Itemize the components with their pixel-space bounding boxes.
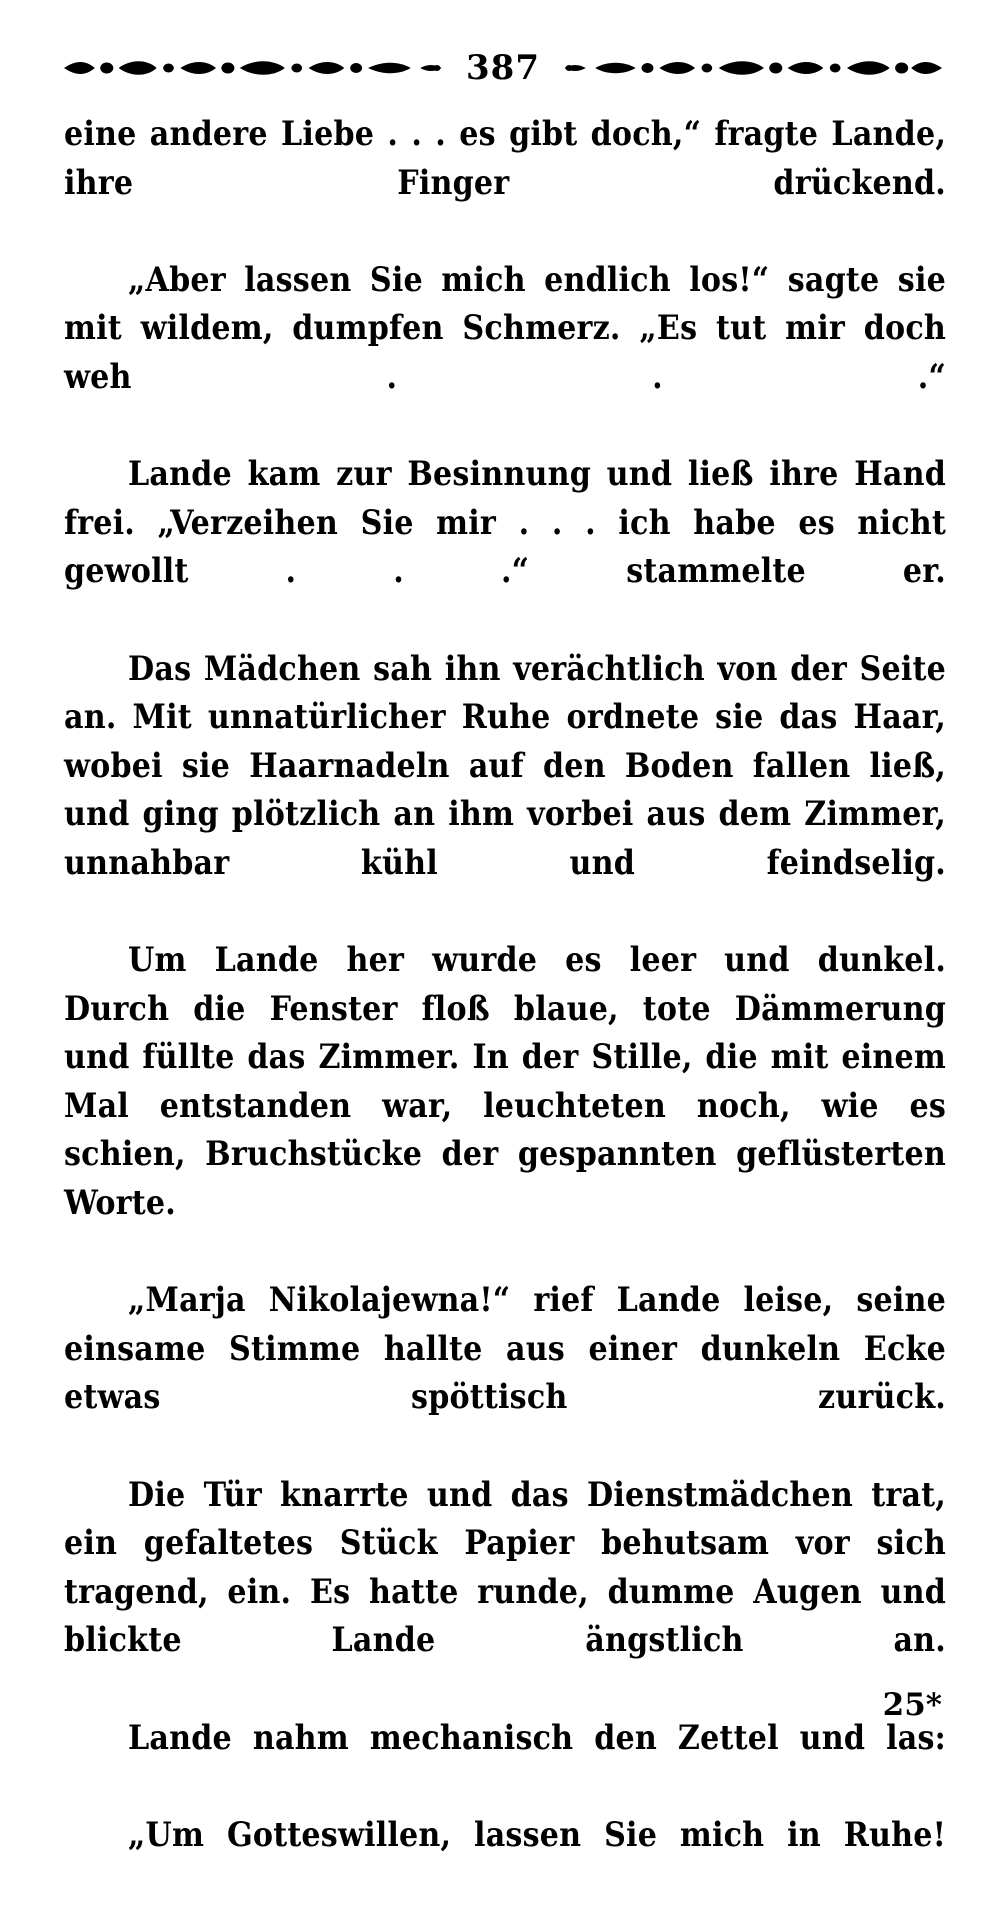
paragraph: Lande nahm mechanisch den Zettel und las:: [128, 1717, 946, 1757]
ornamental-rule-right-icon: [562, 55, 942, 81]
page-number: 387: [466, 48, 540, 88]
paragraph: eine andere Liebe . . . es gibt doch,“ fragte Lande, ihre Finger drückend.: [64, 114, 946, 202]
page-header: [64, 40, 942, 96]
paragraph: „Um Gotteswillen, lassen Sie mich in Ruhe!: [128, 1814, 946, 1854]
paragraph: „Aber lassen Sie mich endlich los!“ sagte sie mit wildem, dumpfen Schmerz. „Es tut mir doch weh . . .“: [64, 259, 946, 396]
paragraph: Um Lande her wurde es leer und dunkel. Durch die Fenster floß blaue, tote Dämmerung und füllte das Zimmer. In der Stille, die mit einem Mal entstanden war, leuchteten noch, wie es schien, Bruchstücke der gespannten geflüsterten Worte.: [64, 940, 946, 1223]
paragraph: „Marja Nikolajewna!“ rief Lande leise, seine einsame Stimme hallte aus einer dunkeln Ecke etwas spöttisch zurück.: [64, 1280, 946, 1417]
signature-mark: 25*: [882, 1687, 942, 1723]
ornamental-rule-left-icon: [64, 55, 444, 81]
page-text-body: [64, 110, 946, 1908]
paragraph: Lande kam zur Besinnung und ließ ihre Hand frei. „Verzeihen Sie mir . . . ich habe es nicht gewollt . . .“ stammelte er.: [64, 454, 946, 591]
paragraph: Die Tür knarrte und das Dienstmädchen trat, ein gefaltetes Stück Papier behutsam vor sich tragend, ein. Es hatte runde, dumme Augen und blickte Lande ängstlich an.: [64, 1474, 946, 1660]
paragraph: Das Mädchen sah ihn verächtlich von der Seite an. Mit unnatürlicher Ruhe ordnete sie das Haar, wobei sie Haarnadeln auf den Boden fallen ließ, und ging plötzlich an ihm vorbei aus dem Zimmer, unnahbar kühl und feindselig.: [64, 648, 946, 882]
